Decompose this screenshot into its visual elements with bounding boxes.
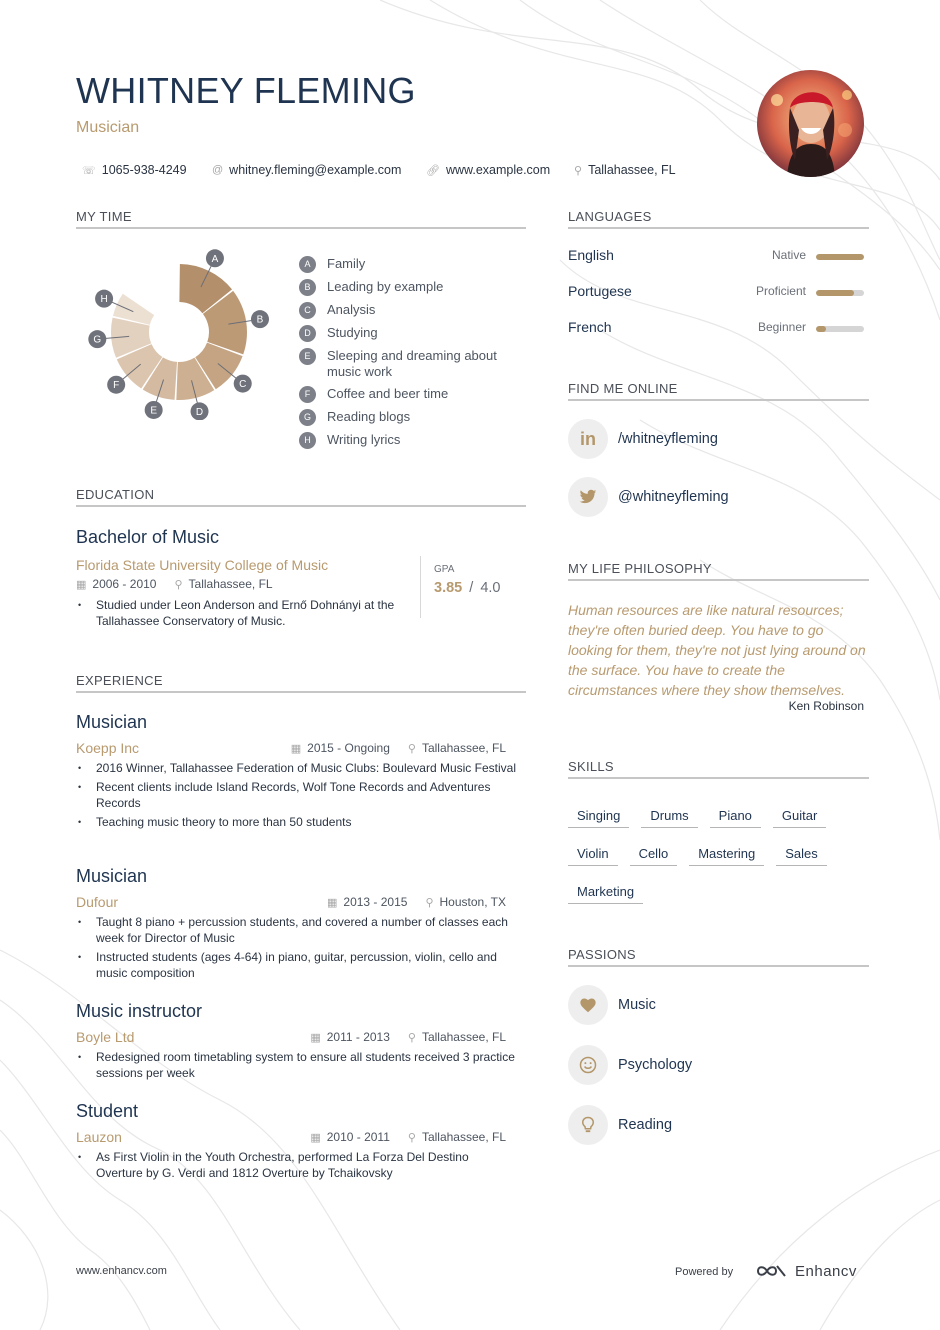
location-pin-icon: ⚲ (174, 578, 183, 591)
job-bullets (76, 1149, 516, 1184)
job-location: Tallahassee, FL (421, 741, 506, 755)
list-item: • As First Violin in the Youth Orchestra, performed La Forza Del Destino Overture by G. Verdi and 1812 Overture by Tchaikovsky (76, 1149, 516, 1181)
job-bullets (76, 760, 516, 833)
education-dates: 2006 - 2010 (92, 577, 157, 591)
my-time-donut-chart (76, 240, 286, 420)
passion-item (568, 1105, 672, 1145)
donut-letter-label: E (150, 405, 157, 417)
list-item: • Studied under Leon Anderson and Ernő Dohnányi at the Tallahassee Conservatory of Music. (76, 597, 421, 629)
job-company: Koepp Inc (76, 740, 140, 756)
language-level-fill (816, 254, 864, 260)
legend-item (299, 279, 529, 296)
passion-label: Music (618, 997, 656, 1013)
language-level-fill (816, 326, 826, 332)
legend-label: Coffee and beer time (327, 386, 449, 401)
education-bullets (76, 597, 421, 629)
list-item: • Recent clients include Island Records, Wolf Tone Records and Adventures Records (76, 779, 516, 811)
skill-tag: Sales (776, 846, 827, 866)
section-title-find-me-online: FIND ME ONLINE (568, 381, 678, 396)
legend-item (299, 348, 529, 380)
legend-item (299, 302, 529, 319)
section-title-skills: SKILLS (568, 759, 614, 774)
language-level-bar (816, 326, 864, 332)
passion-item (568, 1045, 692, 1085)
section-title-education: EDUCATION (76, 487, 155, 502)
contact-location (574, 163, 676, 177)
degree-title: Bachelor of Music (76, 527, 220, 547)
legend-label: Sleeping and dreaming about music work (327, 348, 497, 379)
at-icon: @ (212, 164, 224, 176)
my-time-legend (299, 256, 529, 455)
language-level: Proficient (755, 284, 806, 298)
skill-tag: Guitar (773, 808, 826, 828)
online-item-twitter[interactable] (568, 477, 729, 517)
website-text[interactable]: www.example.com (445, 163, 551, 177)
job-company: Boyle Ltd (76, 1029, 135, 1045)
twitter-icon (568, 477, 608, 517)
language-level: Beginner (757, 320, 806, 334)
lightbulb-icon (568, 1105, 608, 1145)
job-dates: 2013 - 2015 (343, 895, 408, 909)
job-location: Tallahassee, FL (421, 1030, 506, 1044)
section-title-languages: LANGUAGES (568, 209, 652, 224)
legend-label: Leading by example (327, 279, 444, 294)
calendar-icon: ▦ (310, 1031, 321, 1044)
legend-letter-badge: E (299, 348, 316, 365)
location-pin-icon: ⚲ (407, 742, 416, 755)
language-row (568, 283, 864, 303)
section-title-experience: EXPERIENCE (76, 673, 163, 688)
section-divider (568, 777, 869, 779)
job-role: Music instructor (76, 1001, 203, 1021)
list-item: • Instructed students (ages 4-64) in piano, guitar, percussion, violin, cello and music composition (76, 949, 516, 981)
language-level-bar (816, 290, 864, 296)
language-name: Portugese (568, 283, 632, 299)
legend-letter-badge: B (299, 279, 316, 296)
email-text[interactable]: whitney.fleming@example.com (229, 163, 402, 177)
linkedin-handle[interactable]: /whitneyfleming (618, 431, 718, 447)
job-dates: 2010 - 2011 (326, 1130, 390, 1144)
section-divider (76, 505, 526, 507)
donut-letter-label: G (93, 334, 102, 346)
job-location: Houston, TX (439, 895, 506, 909)
legend-item (299, 409, 529, 426)
contact-website[interactable] (426, 163, 550, 177)
calendar-icon: ▦ (310, 1131, 321, 1144)
legend-letter-badge: H (299, 432, 316, 449)
legend-item (299, 386, 529, 403)
donut-letter-label: C (239, 379, 247, 391)
skill-tag: Violin (568, 846, 618, 866)
location-pin-icon: ⚲ (574, 164, 583, 177)
skill-tag: Mastering (689, 846, 764, 866)
legend-label: Analysis (327, 302, 376, 317)
job-location: Tallahassee, FL (421, 1130, 506, 1144)
phone-icon: ☏ (82, 164, 96, 177)
legend-letter-badge: G (299, 409, 316, 426)
legend-label: Writing lyrics (327, 432, 401, 447)
section-title-passions: PASSIONS (568, 947, 636, 962)
job-role: Student (76, 1101, 139, 1121)
contact-phone (82, 163, 187, 177)
candidate-name: WHITNEY FLEMING (76, 70, 416, 111)
section-divider (76, 227, 526, 229)
section-divider (76, 691, 526, 693)
linkedin-icon: in (568, 419, 608, 459)
calendar-icon: ▦ (326, 896, 338, 909)
online-item-linkedin[interactable] (568, 419, 718, 459)
language-name: English (568, 247, 614, 263)
skill-tag: Singing (568, 808, 629, 828)
language-row (568, 247, 864, 267)
twitter-handle[interactable]: @whitneyfleming (618, 489, 729, 505)
job-company: Dufour (76, 894, 119, 910)
skill-tag: Cello (630, 846, 678, 866)
job-meta (291, 741, 506, 755)
location-text: Tallahassee, FL (588, 163, 676, 177)
enhancv-brand-text: Enhancv (795, 1262, 857, 1280)
enhancv-logo-icon (755, 1262, 787, 1280)
education-location: Tallahassee, FL (188, 577, 273, 591)
school-name: Florida State University College of Music (76, 557, 329, 573)
donut-letter-label: A (211, 253, 219, 265)
passion-label: Psychology (618, 1057, 693, 1073)
job-dates: 2015 - Ongoing (307, 741, 390, 755)
section-divider (568, 965, 869, 967)
language-level: Native (771, 248, 806, 262)
legend-letter-badge: A (299, 256, 316, 273)
location-pin-icon: ⚲ (407, 1131, 416, 1144)
donut-letter-label: H (100, 294, 108, 306)
list-item: • Teaching music theory to more than 50 students (76, 814, 516, 830)
gpa-score: 3.85 (434, 580, 463, 596)
job-bullets (76, 914, 516, 984)
section-divider (568, 227, 869, 229)
location-pin-icon: ⚲ (425, 896, 434, 909)
section-title-my-time: MY TIME (76, 209, 132, 224)
footer-website[interactable]: www.enhancv.com (76, 1265, 167, 1277)
job-dates: 2011 - 2013 (326, 1030, 390, 1044)
job-meta (310, 1030, 506, 1044)
donut-letter-label: B (256, 314, 264, 326)
legend-letter-badge: F (299, 386, 316, 403)
phone-text: 1065-938-4249 (101, 163, 187, 177)
list-item: • Taught 8 piano + percussion students, and covered a number of classes each week for Director of Music (76, 914, 516, 946)
list-item: • 2016 Winner, Tallahassee Federation of Music Clubs: Boulevard Music Festival (76, 760, 516, 776)
skill-tag: Drums (641, 808, 697, 828)
enhancv-logo[interactable] (755, 1262, 857, 1280)
legend-label: Studying (327, 325, 378, 340)
gpa-value (434, 580, 501, 596)
legend-letter-badge: C (299, 302, 316, 319)
job-role: Musician (76, 866, 148, 886)
philosophy-quote: Human resources are like natural resources; they're often buried deep. You have to go looking for them, they're not just lying around on the surface. You have to create the circumstances where they show themselves. (568, 602, 866, 698)
calendar-icon: ▦ (290, 742, 302, 755)
legend-label: Reading blogs (327, 409, 411, 424)
legend-item (299, 325, 529, 342)
location-pin-icon: ⚲ (407, 1031, 416, 1044)
footer-powered-by: Powered by (675, 1266, 734, 1278)
gpa-label: GPA (434, 564, 455, 575)
legend-letter-badge: D (299, 325, 316, 342)
profile-photo (757, 70, 864, 177)
quote-author: Ken Robinson (788, 699, 864, 713)
list-item: • Redesigned room timetabling system to ensure all students received 3 practice sessions per week (76, 1049, 516, 1081)
candidate-title: Musician (76, 119, 140, 136)
language-row (568, 319, 864, 339)
legend-item (299, 432, 529, 449)
contact-email[interactable] (212, 163, 401, 177)
education-meta (76, 577, 273, 591)
passion-label: Reading (618, 1117, 673, 1133)
passion-item (568, 985, 656, 1025)
gpa-max: 4.0 (480, 580, 501, 596)
job-company: Lauzon (76, 1129, 122, 1145)
language-name: French (568, 319, 612, 335)
section-title-philosophy: MY LIFE PHILOSOPHY (568, 561, 712, 576)
donut-letter-label: F (113, 380, 120, 392)
job-role: Musician (76, 712, 148, 732)
legend-label: Family (327, 256, 366, 271)
job-bullets (76, 1049, 516, 1084)
job-meta (310, 1130, 506, 1144)
section-divider (568, 399, 869, 401)
language-level-bar (816, 254, 864, 260)
calendar-icon: ▦ (76, 578, 87, 591)
job-meta (327, 895, 506, 909)
legend-item (299, 256, 529, 273)
skill-tag: Marketing (568, 884, 643, 904)
section-divider (568, 579, 869, 581)
smiley-icon (568, 1045, 608, 1085)
donut-letter-label: D (195, 406, 204, 418)
gpa-separator: / (469, 580, 474, 596)
language-level-fill (816, 290, 854, 296)
link-icon: 🔗︎ (426, 164, 440, 177)
skill-tag: Piano (710, 808, 761, 828)
heart-icon (568, 985, 608, 1025)
